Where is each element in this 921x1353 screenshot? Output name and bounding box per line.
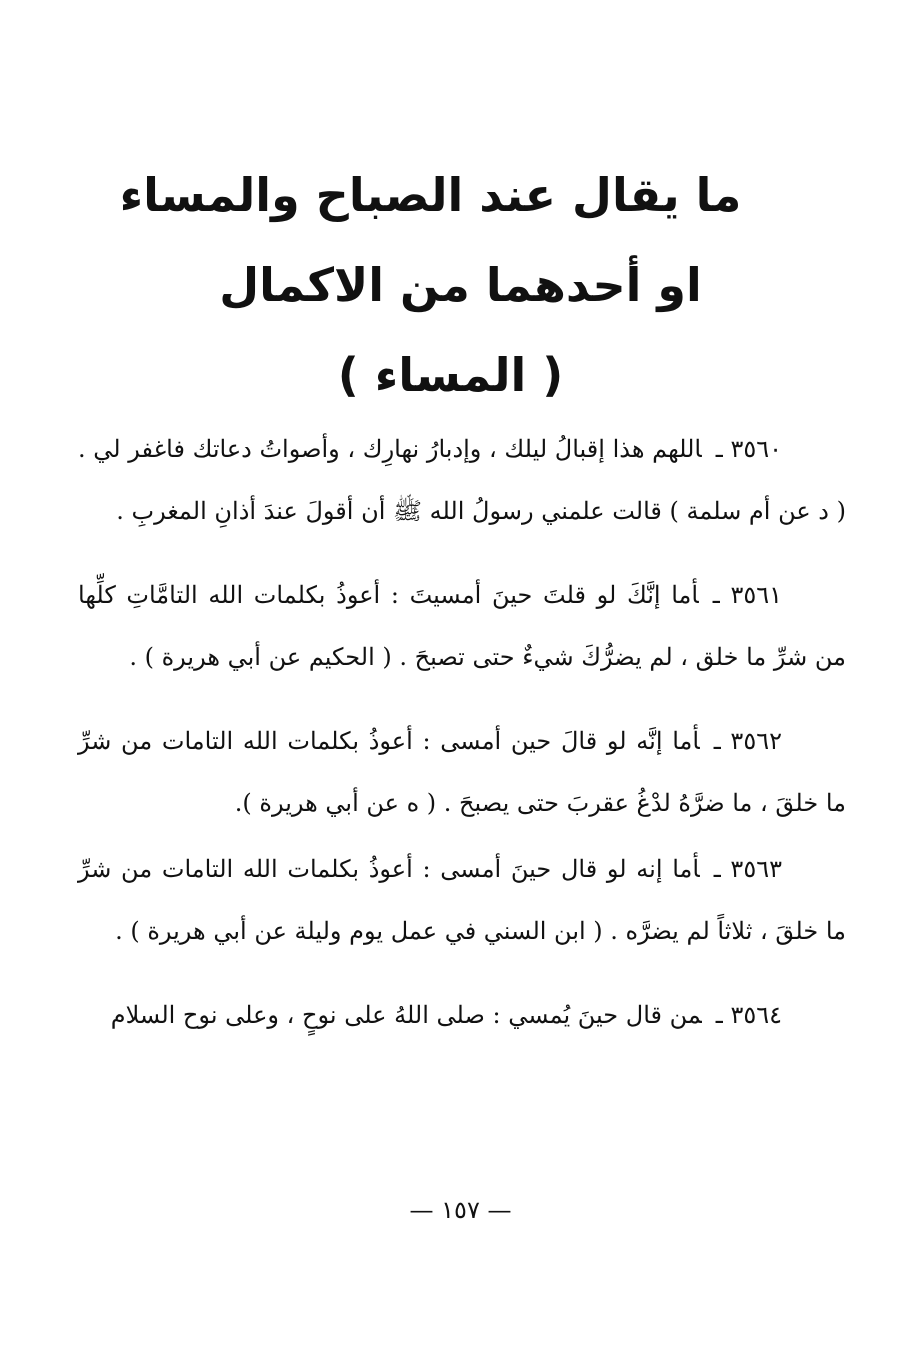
hadith-list bbox=[78, 418, 846, 1046]
hadith-entry bbox=[78, 984, 846, 1046]
hadith-number: ٣٥٦٠ ـ bbox=[715, 435, 782, 463]
hadith-text: أما إنَّه لو قالَ حين أمسى : أعوذُ بكلمات الله التامات من شرِّ ما خلقَ ، ما ضرَّهُ لدْغُ عقربَ حتى يصبحَ . ( ه عن أبي هريرة ). bbox=[78, 727, 846, 817]
hadith-entry bbox=[78, 710, 846, 834]
hadith-entry bbox=[78, 838, 846, 962]
heading-line-1: ما يقال عند الصباح والمساء bbox=[119, 168, 742, 222]
hadith-number: ٣٥٦١ ـ bbox=[712, 581, 782, 609]
hadith-entry bbox=[78, 564, 846, 688]
chapter-heading bbox=[0, 150, 921, 420]
hadith-number: ٣٥٦٤ ـ bbox=[715, 1001, 782, 1029]
page-number: — ١٥٧ — bbox=[409, 1196, 512, 1224]
hadith-text: اللهم هذا إقبالُ ليلك ، وإدبارُ نهارِك ، وأصواتُ دعاتك فاغفر لي . ( د عن أم سلمة ) قالت علمني رسولُ الله ﷺ أن أقولَ عندَ أذانِ المغربِ . bbox=[78, 435, 846, 525]
hadith-entry bbox=[78, 418, 846, 542]
hadith-text: أما إنَّكَ لو قلتَ حينَ أمسيتَ : أعوذُ بكلمات الله التامَّاتِ كلِّها من شرِّ ما خلق ، لم يضرُّكَ شيءٌ حتى تصبحَ . ( الحكيم عن أبي هريرة ) . bbox=[78, 581, 846, 671]
hadith-text: أما إنه لو قال حينَ أمسى : أعوذُ بكلمات الله التامات من شرِّ ما خلقَ ، ثلاثاً لم يضرَّه . ( ابن السني في عمل يوم وليلة عن أبي هريرة ) . bbox=[78, 855, 846, 945]
hadith-number: ٣٥٦٣ ـ bbox=[713, 855, 782, 883]
hadith-number: ٣٥٦٢ ـ bbox=[713, 727, 782, 755]
heading-line-3: ( المساء ) bbox=[337, 348, 564, 402]
heading-line-2: او أحدهما من الاكمال bbox=[219, 258, 702, 312]
hadith-text: من قال حينَ يُمسي : صلى اللهُ على نوحٍ ، وعلى نوح السلام bbox=[110, 1001, 702, 1029]
